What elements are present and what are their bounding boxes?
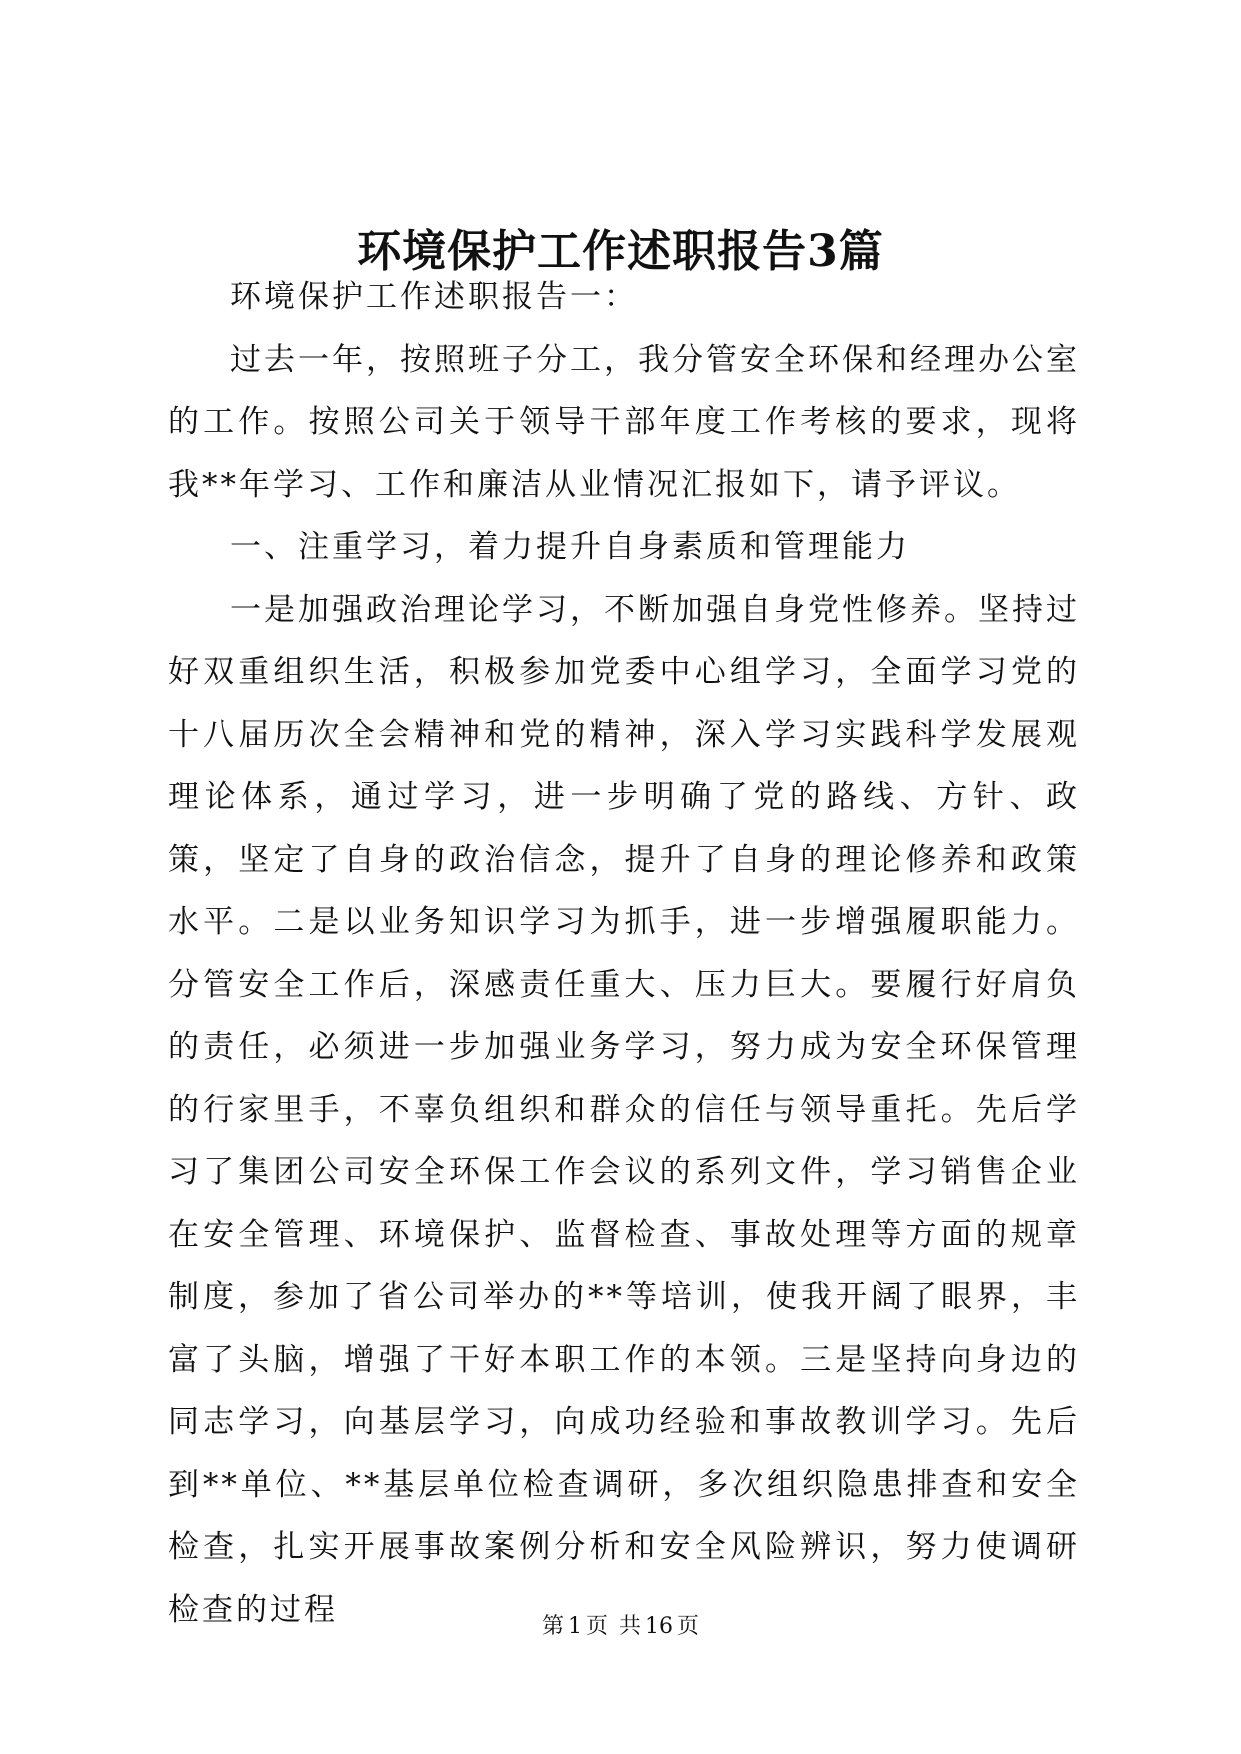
section-heading-study: 一、注重学习，着力提升自身素质和管理能力	[230, 529, 910, 565]
page-label-suffix: 页	[677, 1614, 700, 1639]
current-page-number: 1	[567, 1614, 582, 1639]
intro-paragraph: 过去一年，按照班子分工，我分管安全环保和经理办公室的工作。按照公司关于领导干部年度工作考核的要求，现将我**年学习、工作和廉洁从业情况汇报如下，请予评议。	[168, 341, 1080, 503]
page-label-mid: 页	[585, 1614, 608, 1639]
section-heading-report-one: 环境保护工作述职报告一：	[230, 279, 638, 315]
total-page-count: 16	[645, 1614, 674, 1639]
total-label-prefix: 共	[619, 1614, 642, 1639]
page-label-prefix: 第	[541, 1614, 564, 1639]
document-title: 环境保护工作述职报告3篇	[357, 226, 884, 277]
document-body	[168, 266, 1080, 1641]
study-paragraph: 一是加强政治理论学习，不断加强自身党性修养。坚持过好双重组织生活，积极参加党委中心组学习，全面学习党的十八届历次全会精神和党的精神，深入学习实践科学发展观理论体系，通过学习，进一步明确了党的路线、方针、政策，坚定了自身的政治信念，提升了自身的理论修养和政策水平。二是以业务知识学习为抓手，进一步增强履职能力。分管安全工作后，深感责任重大、压力巨大。要履行好肩负的责任，必须进一步加强业务学习，努力成为安全环保管理的行家里手，不辜负组织和群众的信任与领导重托。先后学习了集团公司安全环保工作会议的系列文件，学习销售企业在安全管理、环境保护、监督检查、事故处理等方面的规章制度，参加了省公司举办的**等培训，使我开阔了眼界，丰富了头脑，增强了干好本职工作的本领。三是坚持向身边的同志学习，向基层学习，向成功经验和事故教训学习。先后到**单位、**基层单位检查调研，多次组织隐患排查和安全检查，扎实开展事故案例分析和安全风险辨识，努力使调研检查的过程	[168, 591, 1080, 1628]
page-footer	[0, 1612, 1241, 1642]
